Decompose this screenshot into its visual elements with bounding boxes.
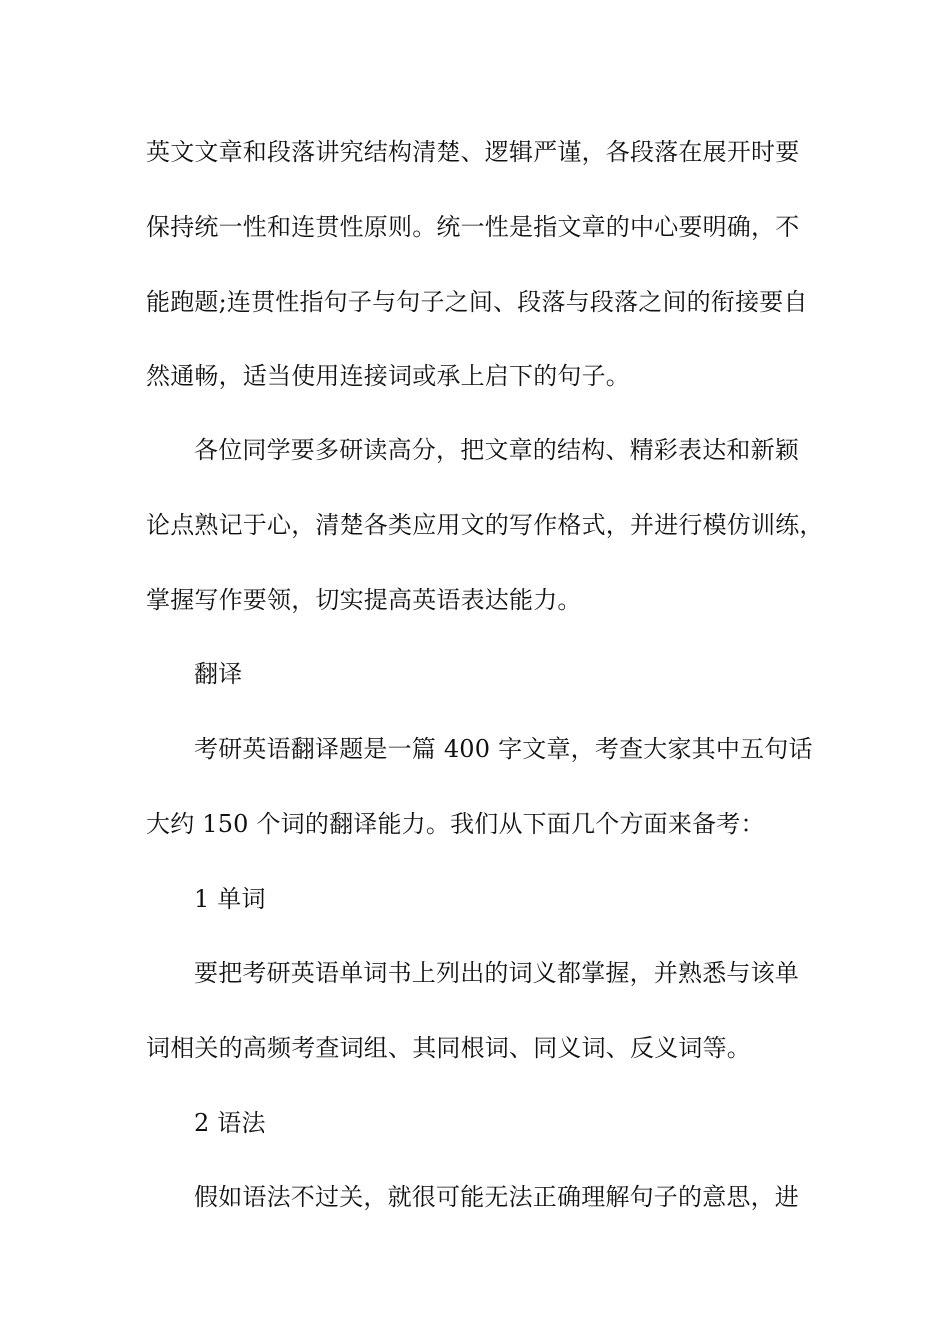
paragraph-line-3: 能跑题;连贯性指句子与句子之间、段落与段落之间的衔接要自 (146, 288, 808, 316)
paragraph-line-10: 大约 150 个词的翻译能力。我们从下面几个方面来备考： (146, 810, 765, 838)
section-heading-translation: 翻译 (194, 660, 243, 688)
subheading-grammar: 2 语法 (194, 1109, 266, 1137)
paragraph-line-5: 各位同学要多研读高分，把文章的结构、精彩表达和新颖 (194, 436, 799, 464)
paragraph-line-13: 词相关的高频考查词组、其同根词、同义词、反义词等。 (146, 1034, 751, 1062)
subheading-vocabulary: 1 单词 (194, 885, 266, 913)
paragraph-line-15: 假如语法不过关，就很可能无法正确理解句子的意思，进 (194, 1183, 799, 1211)
paragraph-line-1: 英文文章和段落讲究结构清楚、逻辑严谨，各段落在展开时要 (146, 138, 800, 166)
paragraph-line-2: 保持统一性和连贯性原则。统一性是指文章的中心要明确，不 (146, 213, 800, 241)
paragraph-line-12: 要把考研英语单词书上列出的词义都掌握，并熟悉与该单 (194, 959, 799, 987)
paragraph-line-4: 然通畅，适当使用连接词或承上启下的句子。 (146, 362, 630, 390)
paragraph-line-6: 论点熟记于心，清楚各类应用文的写作格式，并进行模仿训练， (146, 511, 824, 539)
paragraph-line-9: 考研英语翻译题是一篇 400 字文章，考查大家其中五句话 (194, 735, 813, 763)
paragraph-line-7: 掌握写作要领，切实提高英语表达能力。 (146, 586, 582, 614)
